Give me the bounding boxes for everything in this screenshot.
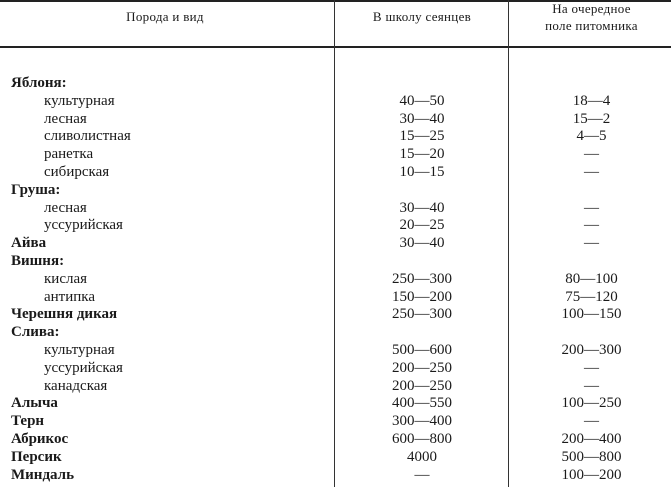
field-value: 75—120: [565, 288, 618, 305]
field-value: —: [584, 235, 599, 252]
school-value: 30—40: [399, 235, 445, 252]
species-name: культурная: [44, 92, 115, 109]
field-value: —: [584, 146, 599, 163]
school-value: 200—250: [392, 359, 452, 376]
school-value: 200—250: [392, 377, 452, 394]
table-row: [0, 431, 671, 449]
school-value: 4000: [407, 448, 437, 465]
school-value: 150—200: [392, 288, 452, 305]
genus-name: Миндаль: [11, 466, 75, 483]
species-name: уссурийская: [44, 217, 123, 234]
table-row: [0, 306, 671, 324]
table-row: [0, 271, 671, 289]
table-row: [0, 289, 671, 307]
species-name: антипка: [44, 288, 96, 305]
table-row: [0, 217, 671, 235]
genus-name: Черешня дикая: [11, 306, 118, 323]
genus-name: Терн: [11, 413, 45, 430]
field-value: —: [584, 359, 599, 376]
field-value: —: [584, 199, 599, 216]
genus-name: Айва: [11, 235, 47, 252]
table-row: [0, 75, 671, 93]
table-row: [0, 378, 671, 396]
table-body: [0, 75, 671, 484]
column-header-field-line1: На очередное: [552, 1, 631, 16]
table-header-rule: [0, 46, 671, 48]
table-row: [0, 449, 671, 467]
table-row: [0, 182, 671, 200]
field-value: 500—800: [561, 448, 622, 465]
table-row: [0, 146, 671, 164]
table-row: [0, 324, 671, 342]
table-row: [0, 467, 671, 485]
table-row: [0, 111, 671, 129]
genus-name: Алыча: [11, 395, 58, 412]
species-name: культурная: [44, 341, 115, 358]
table-row: [0, 395, 671, 413]
table-row: [0, 200, 671, 218]
field-value: 200—300: [561, 341, 622, 358]
column-header-school: В школу сеянцев: [372, 9, 472, 24]
field-value: 100—200: [561, 466, 622, 483]
school-value: 15—25: [399, 128, 445, 145]
table-row: [0, 413, 671, 431]
school-value: 30—40: [399, 199, 445, 216]
field-value: —: [584, 413, 599, 430]
school-value: 250—300: [392, 270, 452, 287]
column-header-field: [512, 0, 671, 34]
school-value: 600—800: [392, 430, 452, 447]
table-row: [0, 253, 671, 271]
school-value: 20—25: [399, 217, 445, 234]
school-value: 250—300: [392, 306, 452, 323]
table-row: [0, 93, 671, 111]
field-value: 15—2: [572, 110, 611, 127]
field-value: 200—400: [561, 430, 622, 447]
genus-name: Груша:: [11, 181, 61, 198]
genus-name: Персик: [11, 448, 62, 465]
field-value: 80—100: [565, 270, 618, 287]
species-name: кислая: [44, 270, 88, 287]
genus-name: Слива:: [11, 324, 60, 341]
school-value: 10—15: [399, 163, 445, 180]
school-value: 500—600: [392, 341, 452, 358]
table-row: [0, 164, 671, 182]
school-value: 400—550: [392, 395, 452, 412]
species-name: лесная: [44, 110, 87, 127]
field-value: 18—4: [572, 92, 611, 109]
column-header-species: Порода и вид: [126, 9, 204, 24]
school-value: 15—20: [399, 146, 445, 163]
field-value: —: [584, 163, 599, 180]
species-name: сибирская: [44, 163, 110, 180]
species-name: ранетка: [44, 146, 94, 163]
field-value: 100—250: [561, 395, 622, 412]
table-row: [0, 128, 671, 146]
table-row: [0, 342, 671, 360]
species-name: сливолистная: [44, 128, 131, 145]
genus-name: Яблоня:: [11, 75, 67, 91]
column-header-field-line2: поле питомника: [545, 18, 638, 33]
genus-name: Абрикос: [11, 430, 69, 447]
species-name: канадская: [44, 377, 108, 394]
species-name: лесная: [44, 199, 87, 216]
species-name: уссурийская: [44, 359, 123, 376]
table-row: [0, 235, 671, 253]
table-row: [0, 360, 671, 378]
field-value: 4—5: [576, 128, 607, 145]
field-value: —: [584, 217, 599, 234]
school-value: 30—40: [399, 110, 445, 127]
school-value: —: [414, 466, 430, 483]
school-value: 40—50: [399, 92, 445, 109]
school-value: 300—400: [392, 413, 452, 430]
field-value: 100—150: [561, 306, 622, 323]
field-value: —: [584, 377, 599, 394]
genus-name: Вишня:: [11, 252, 65, 269]
